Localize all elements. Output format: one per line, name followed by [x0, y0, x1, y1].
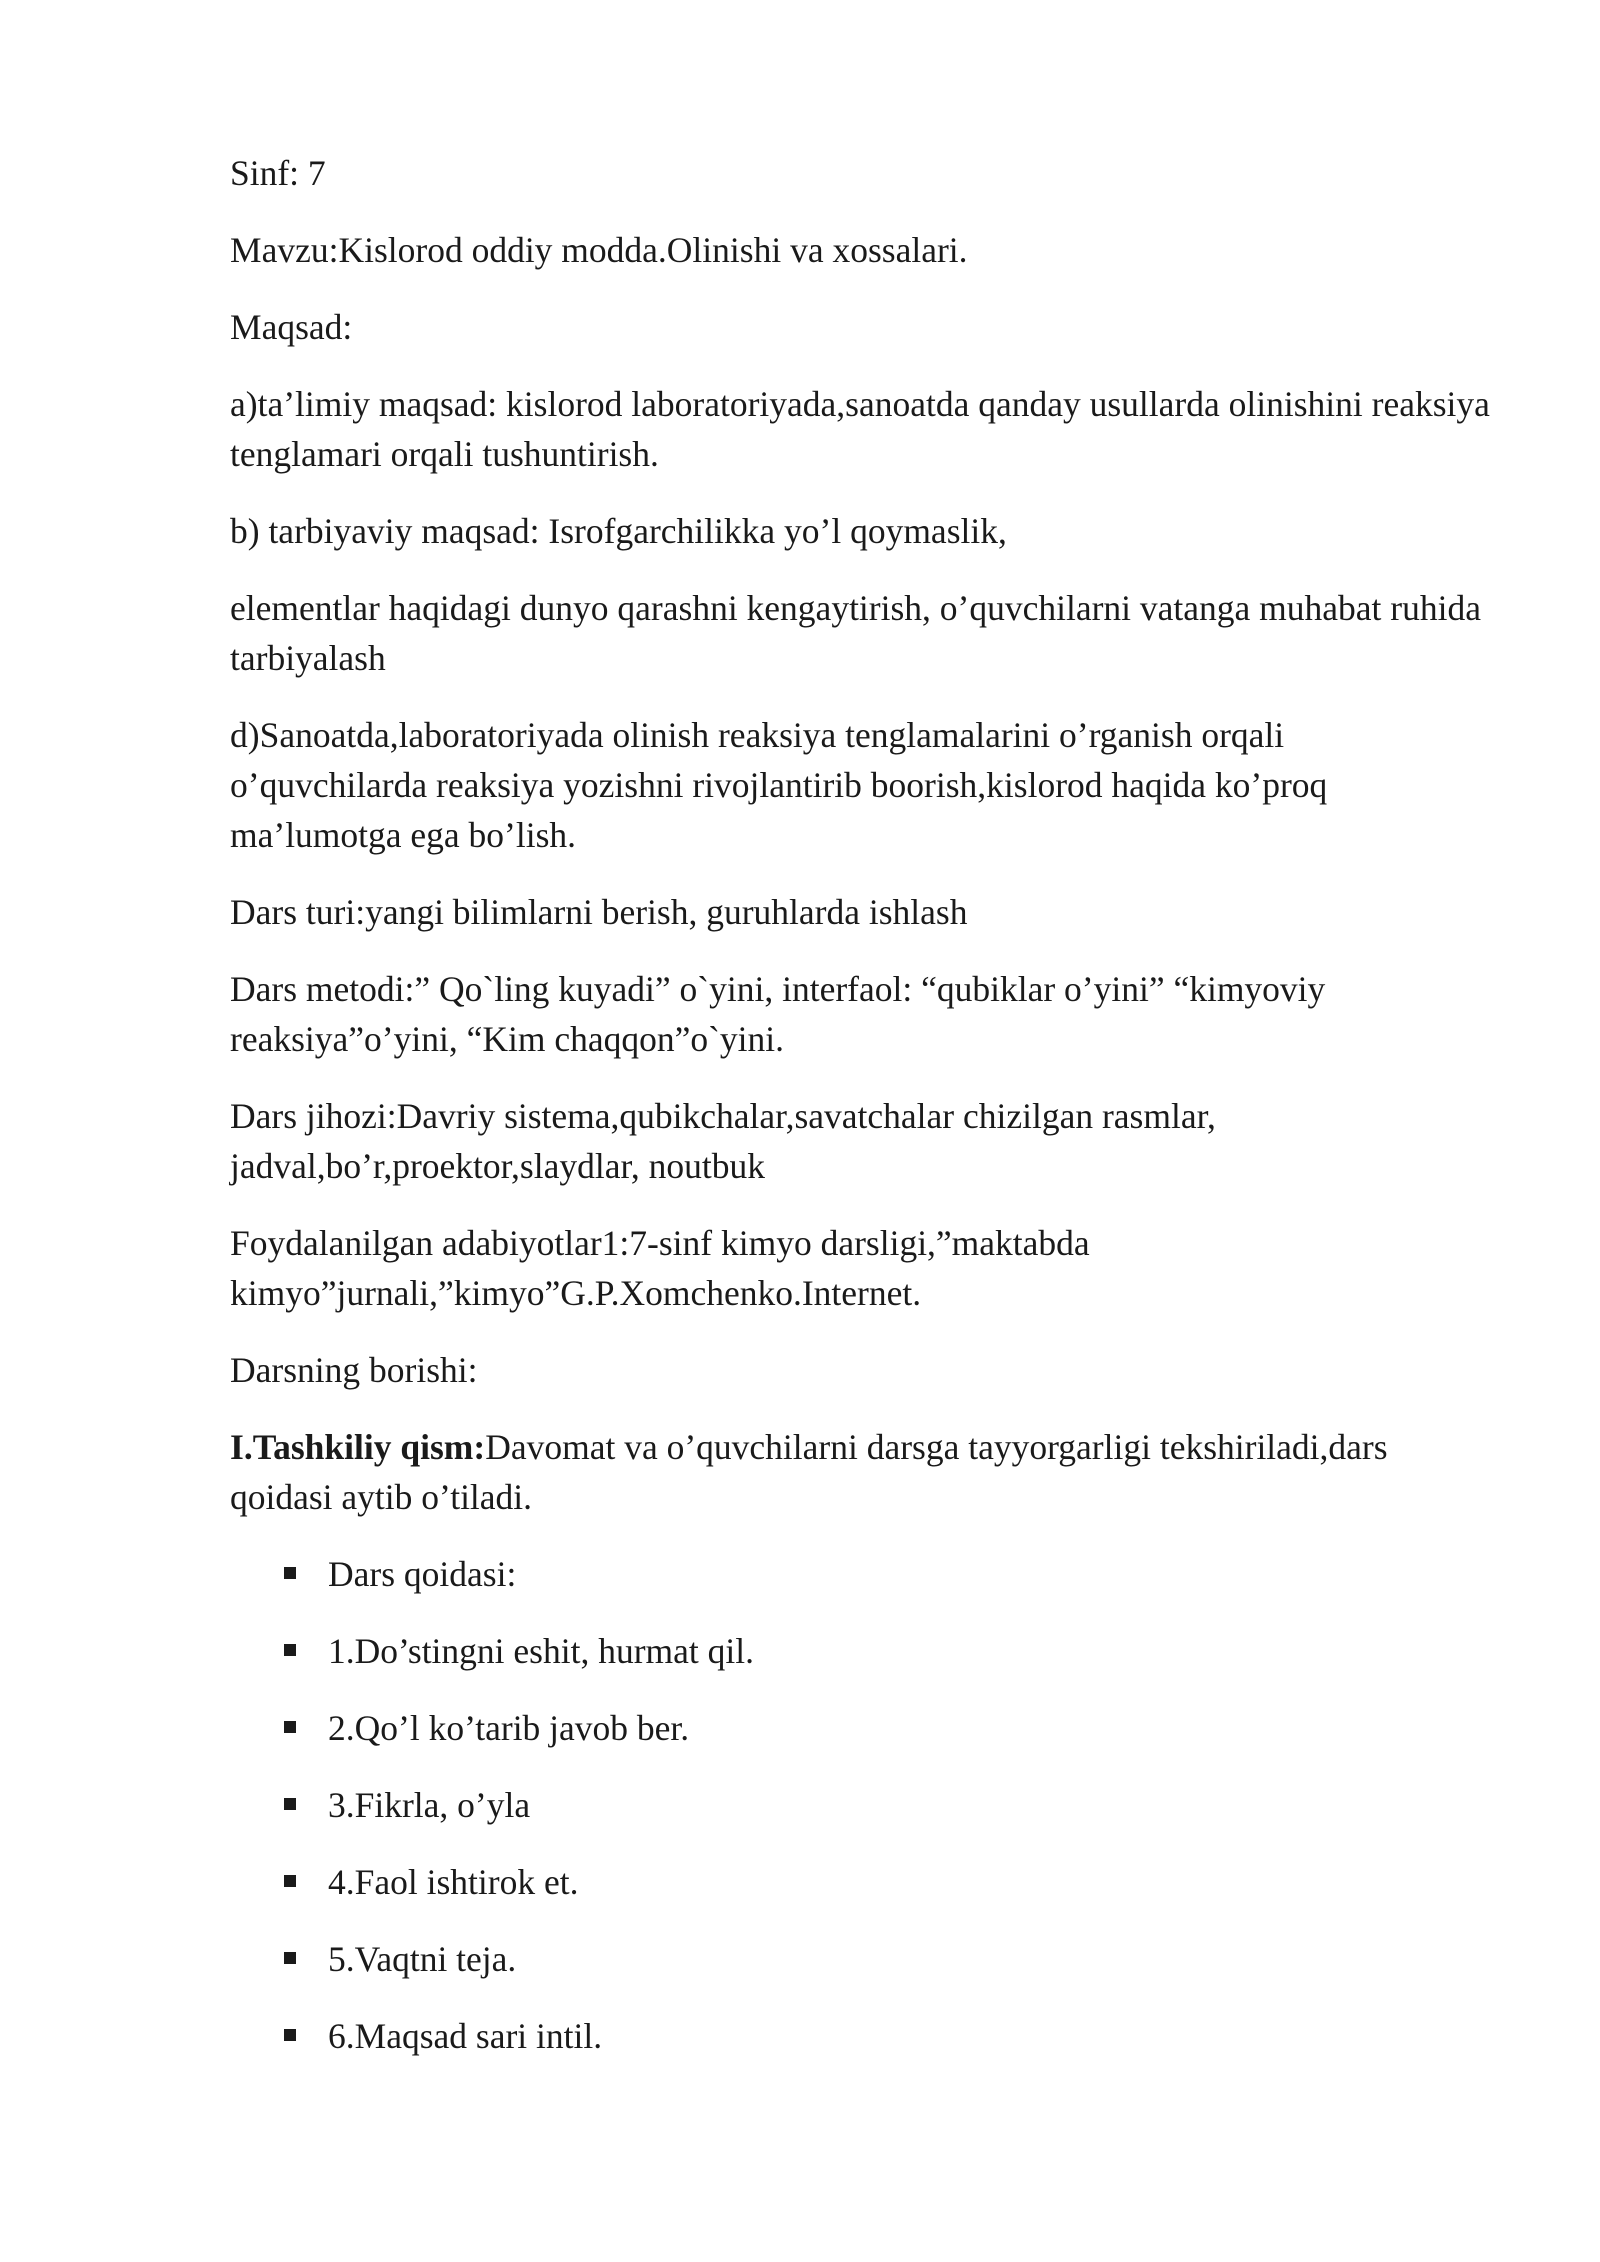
- list-item: [230, 1857, 1490, 1907]
- lesson-rules-list: [230, 1549, 1490, 2061]
- organizational-section-heading: I.Tashkiliy qism:: [230, 1427, 486, 1467]
- square-bullet-icon: [284, 1875, 296, 1887]
- list-item: [230, 2011, 1490, 2061]
- list-item-text: 4.Faol ishtirok et.: [328, 1862, 579, 1902]
- list-item-text: 3.Fikrla, o’yla: [328, 1785, 531, 1825]
- list-item: [230, 1703, 1490, 1753]
- lesson-progress-heading: Darsning borishi:: [230, 1350, 478, 1390]
- organizational-section: [230, 1422, 1490, 1522]
- developmental-goal: d)Sanoatda,laboratoriyada olinish reaksiya tenglamalarini o’rganish orqali o’quvchilarda reaksiya yozishni rivojlantirib boorish,kislorod haqida ko’proq ma’lumotga ega bo’lish.: [230, 715, 1328, 855]
- list-item-text: 1.Do’stingni eshit, hurmat qil.: [328, 1631, 754, 1671]
- references: Foydalanilgan adabiyotlar1:7-sinf kimyo darsligi,”maktabda kimyo”jurnali,”kimyo”G.P.Xomchenko.Internet.: [230, 1223, 1090, 1313]
- list-item-text: 2.Qo’l ko’tarib javob ber.: [328, 1708, 690, 1748]
- list-item-text: 6.Maqsad sari intil.: [328, 2016, 603, 2056]
- square-bullet-icon: [284, 1952, 296, 1964]
- document-page: [230, 148, 1490, 2088]
- square-bullet-icon: [284, 1644, 296, 1656]
- list-item: [230, 1626, 1490, 1676]
- square-bullet-icon: [284, 2029, 296, 2041]
- grade-line: Sinf: 7: [230, 153, 326, 193]
- lesson-equipment: Dars jihozi:Davriy sistema,qubikchalar,savatchalar chizilgan rasmlar, jadval,bo’r,proektor,slaydlar, noutbuk: [230, 1096, 1216, 1186]
- topic-line: Mavzu:Kislorod oddiy modda.Olinishi va xossalari.: [230, 230, 968, 270]
- list-item-text: Dars qoidasi:: [328, 1554, 517, 1594]
- list-item: [230, 1780, 1490, 1830]
- list-item: [230, 1549, 1490, 1599]
- educational-goal: a)ta’limiy maqsad: kislorod laboratoriyada,sanoatda qanday usullarda olinishini reaksiya tenglamari orqali tushuntirish.: [230, 384, 1490, 474]
- square-bullet-icon: [284, 1798, 296, 1810]
- lesson-method: Dars metodi:” Qo`ling kuyadi” o`yini, interfaol: “qubiklar o’yini” “kimyoviy reaksiya”o’yini, “Kim chaqqon”o`yini.: [230, 969, 1326, 1059]
- square-bullet-icon: [284, 1721, 296, 1733]
- upbringing-goal: b) tarbiyaviy maqsad: Isrofgarchilikka yo’l qoymaslik,: [230, 511, 1007, 551]
- square-bullet-icon: [284, 1567, 296, 1579]
- goal-heading: Maqsad:: [230, 307, 353, 347]
- organizational-section-text: Davomat va o’quvchilarni darsga tayyorgarligi tekshiriladi,dars qoidasi aytib o’tiladi.: [230, 1427, 1388, 1517]
- lesson-type: Dars turi:yangi bilimlarni berish, guruhlarda ishlash: [230, 892, 968, 932]
- list-item: [230, 1934, 1490, 1984]
- upbringing-goal-continued: elementlar haqidagi dunyo qarashni kengaytirish, o’quvchilarni vatanga muhabat ruhida tarbiyalash: [230, 588, 1481, 678]
- list-item-text: 5.Vaqtni teja.: [328, 1939, 517, 1979]
